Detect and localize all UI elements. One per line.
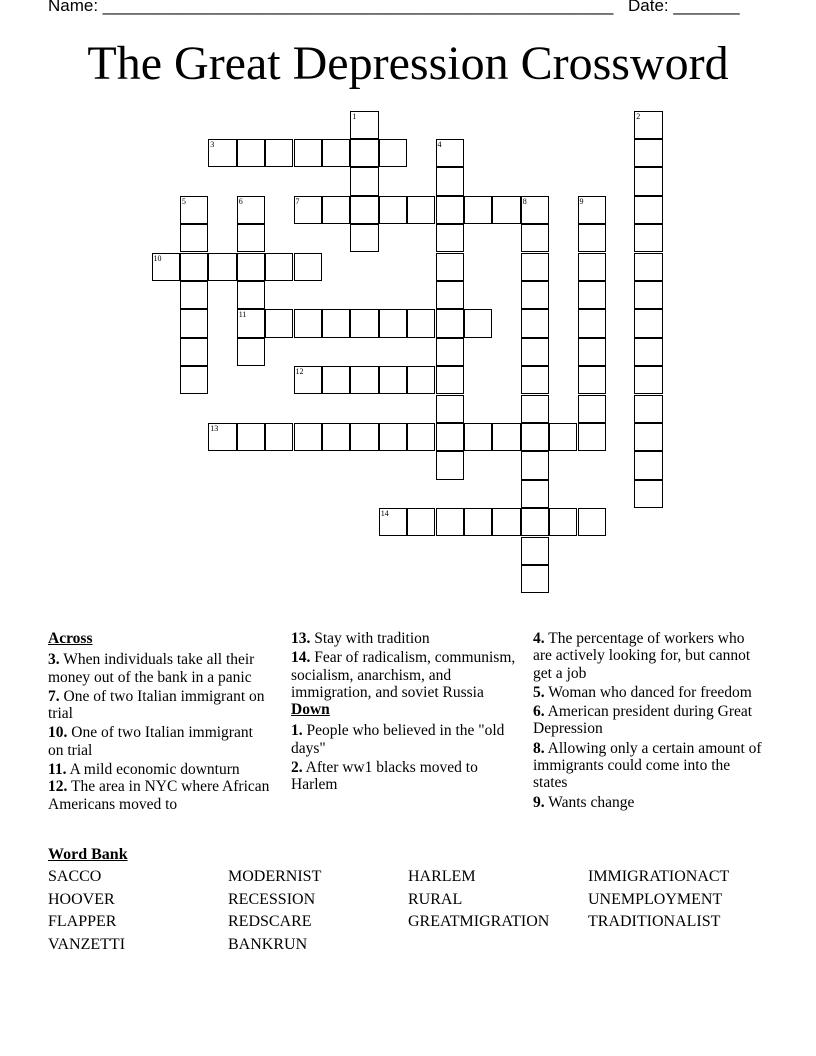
crossword-cell[interactable] xyxy=(634,338,662,366)
crossword-cell[interactable] xyxy=(237,281,265,309)
crossword-cell[interactable] xyxy=(578,253,606,281)
crossword-cell[interactable] xyxy=(578,309,606,337)
clue-down-2 xyxy=(291,759,521,794)
crossword-cell[interactable] xyxy=(294,309,322,337)
crossword-cell[interactable] xyxy=(578,366,606,394)
crossword-cell[interactable] xyxy=(521,366,549,394)
crossword-cell[interactable] xyxy=(492,196,520,224)
crossword-cell[interactable] xyxy=(237,309,265,337)
crossword-cell[interactable] xyxy=(379,309,407,337)
clue-across-13 xyxy=(291,630,521,647)
crossword-cell[interactable] xyxy=(237,253,265,281)
crossword-cell[interactable] xyxy=(464,196,492,224)
clue-text: When individuals take all their money out of the bank in a panic xyxy=(48,651,255,686)
clue-number-label: 8 xyxy=(522,196,527,206)
crossword-cell[interactable] xyxy=(436,253,464,281)
crossword-cell[interactable] xyxy=(464,309,492,337)
clue-down-4 xyxy=(533,630,765,682)
down-heading: Down xyxy=(291,701,330,719)
crossword-cell[interactable] xyxy=(152,253,180,281)
clue-text: One of two Italian immigrant on trial xyxy=(48,687,265,723)
clue-text: American president during Great Depression xyxy=(533,703,753,738)
clue-number-label: 13 xyxy=(210,423,219,433)
clue-across-10 xyxy=(48,724,270,759)
clue-number-label: 2 xyxy=(636,111,641,121)
clue-text: Woman who danced for freedom xyxy=(548,683,752,701)
crossword-cell[interactable] xyxy=(521,423,549,451)
clue-across-14 xyxy=(291,649,521,701)
name-line[interactable]: Name: ______________________________________________________ xyxy=(48,0,614,15)
crossword-cell[interactable] xyxy=(407,423,435,451)
word-bank-item: REDSCARE xyxy=(228,913,312,930)
crossword-cell[interactable] xyxy=(407,366,435,394)
crossword-cell[interactable] xyxy=(521,196,549,224)
clue-number: 6. xyxy=(533,703,545,721)
crossword-cell[interactable] xyxy=(521,338,549,366)
clue-text: Allowing only a certain amount of immigrants could come into the states xyxy=(533,739,762,792)
word-bank xyxy=(48,846,768,953)
crossword-cell[interactable] xyxy=(208,253,236,281)
crossword-cell[interactable] xyxy=(294,253,322,281)
crossword-cell[interactable] xyxy=(436,451,464,479)
clue-number-label: 9 xyxy=(579,196,584,206)
clue-text: Wants change xyxy=(548,793,635,811)
crossword-cell[interactable] xyxy=(578,224,606,252)
crossword-cell[interactable] xyxy=(634,167,662,195)
crossword-cell[interactable] xyxy=(634,366,662,394)
clue-text: The percentage of workers who are actively looking for, but cannot get a job xyxy=(533,630,751,682)
crossword-cell[interactable] xyxy=(436,196,464,224)
crossword-cell[interactable] xyxy=(521,508,549,536)
crossword-cell[interactable] xyxy=(379,508,407,536)
crossword-cell[interactable] xyxy=(436,423,464,451)
crossword-cell[interactable] xyxy=(350,111,378,139)
crossword-cell[interactable] xyxy=(634,111,662,139)
word-bank-item: RECESSION xyxy=(228,890,316,908)
crossword-cell[interactable] xyxy=(265,423,293,451)
crossword-cell[interactable] xyxy=(464,508,492,536)
crossword-cell[interactable] xyxy=(265,139,293,167)
crossword-cell[interactable] xyxy=(350,309,378,337)
clue-number: 11. xyxy=(48,761,67,779)
down-clues-col3 xyxy=(533,630,765,813)
clue-across-11 xyxy=(48,761,270,778)
clue-down-1 xyxy=(291,722,521,757)
clue-number: 8. xyxy=(533,739,545,757)
crossword-cell[interactable] xyxy=(180,196,208,224)
crossword-cell[interactable] xyxy=(578,508,606,536)
crossword-cell[interactable] xyxy=(237,196,265,224)
clue-number: 3. xyxy=(48,651,60,669)
crossword-cell[interactable] xyxy=(407,508,435,536)
crossword-cell[interactable] xyxy=(350,366,378,394)
crossword-cell[interactable] xyxy=(350,196,378,224)
clue-number-label: 1 xyxy=(352,111,357,121)
crossword-cell[interactable] xyxy=(521,309,549,337)
crossword-cell[interactable] xyxy=(407,196,435,224)
clue-number: 10. xyxy=(48,724,68,742)
clue-number-label: 6 xyxy=(238,196,243,206)
crossword-cell[interactable] xyxy=(634,196,662,224)
clue-text: One of two Italian immigrant on trial xyxy=(48,724,253,759)
crossword-cell[interactable] xyxy=(634,423,662,451)
crossword-cell[interactable] xyxy=(521,281,549,309)
clue-number: 13. xyxy=(291,630,311,647)
crossword-cell[interactable] xyxy=(464,423,492,451)
word-bank-item: FLAPPER xyxy=(48,913,117,930)
crossword-cell[interactable] xyxy=(237,338,265,366)
crossword-cell[interactable] xyxy=(436,508,464,536)
crossword-cell[interactable] xyxy=(180,309,208,337)
clue-number: 5. xyxy=(533,683,545,701)
crossword-cell[interactable] xyxy=(180,224,208,252)
crossword-cell[interactable] xyxy=(436,281,464,309)
word-bank-item: HOOVER xyxy=(48,890,115,908)
word-bank-item: HARLEM xyxy=(408,868,476,885)
crossword-cell[interactable] xyxy=(436,309,464,337)
crossword-cell[interactable] xyxy=(436,224,464,252)
crossword-cell[interactable] xyxy=(379,366,407,394)
crossword-cell[interactable] xyxy=(634,395,662,423)
crossword-cell[interactable] xyxy=(294,139,322,167)
crossword-cell[interactable] xyxy=(634,139,662,167)
crossword-cell[interactable] xyxy=(322,139,350,167)
crossword-cell[interactable] xyxy=(350,224,378,252)
word-bank-item: UNEMPLOYMENT xyxy=(588,890,723,908)
clue-across-12 xyxy=(48,778,270,813)
clues-col2 xyxy=(291,630,521,796)
crossword-cell[interactable] xyxy=(265,253,293,281)
crossword-cell[interactable] xyxy=(237,224,265,252)
clue-down-9 xyxy=(533,794,765,811)
crossword-cell[interactable] xyxy=(521,451,549,479)
crossword-cell[interactable] xyxy=(322,423,350,451)
crossword-cell[interactable] xyxy=(578,281,606,309)
crossword-cell[interactable] xyxy=(521,395,549,423)
across-heading: Across xyxy=(48,630,93,647)
crossword-cell[interactable] xyxy=(350,423,378,451)
clue-number-label: 7 xyxy=(295,196,300,206)
clue-number-label: 12 xyxy=(295,367,304,377)
crossword-cell[interactable] xyxy=(634,281,662,309)
crossword-cell[interactable] xyxy=(379,196,407,224)
crossword-cell[interactable] xyxy=(407,309,435,337)
word-bank-item: RURAL xyxy=(408,890,463,908)
crossword-cell[interactable] xyxy=(237,423,265,451)
crossword-cell[interactable] xyxy=(294,196,322,224)
crossword-cell[interactable] xyxy=(578,423,606,451)
clue-number: 4. xyxy=(533,630,545,647)
word-bank-item: TRADITIONALIST xyxy=(588,913,721,930)
crossword-cell[interactable] xyxy=(350,167,378,195)
clue-number-label: 11 xyxy=(238,310,247,320)
crossword-cell[interactable] xyxy=(180,281,208,309)
crossword-cell[interactable] xyxy=(322,196,350,224)
clue-text: The area in NYC where African Americans moved to xyxy=(48,778,270,813)
crossword-cell[interactable] xyxy=(379,139,407,167)
word-bank-heading: Word Bank xyxy=(48,846,128,863)
clue-text: A mild economic downturn xyxy=(69,761,240,779)
clue-number: 12. xyxy=(48,778,68,796)
crossword-cell[interactable] xyxy=(208,423,236,451)
crossword-cell[interactable] xyxy=(322,366,350,394)
crossword-cell[interactable] xyxy=(436,167,464,195)
page-title: The Great Depression Crossword xyxy=(87,37,729,90)
crossword-cell[interactable] xyxy=(180,338,208,366)
clue-number-label: 3 xyxy=(210,139,215,149)
clue-number: 14. xyxy=(291,649,311,667)
clue-number-label: 4 xyxy=(437,139,442,149)
word-bank-item: SACCO xyxy=(48,868,102,885)
clue-down-5 xyxy=(533,684,765,701)
word-bank-item: VANZETTI xyxy=(48,935,126,953)
crossword-cell[interactable] xyxy=(549,508,577,536)
crossword-cell[interactable] xyxy=(578,338,606,366)
crossword-cell[interactable] xyxy=(350,139,378,167)
clue-number-label: 5 xyxy=(181,196,186,206)
word-bank-item: BANKRUN xyxy=(228,935,308,953)
crossword-cell[interactable] xyxy=(208,139,236,167)
crossword-cell[interactable] xyxy=(180,366,208,394)
clue-number-label: 10 xyxy=(153,253,162,263)
crossword-cell[interactable] xyxy=(322,309,350,337)
crossword-cell[interactable] xyxy=(492,508,520,536)
crossword-cell[interactable] xyxy=(180,253,208,281)
crossword-cell[interactable] xyxy=(237,139,265,167)
clue-across-7 xyxy=(48,688,270,723)
clue-number: 9. xyxy=(533,793,545,811)
word-bank-list xyxy=(48,868,768,953)
clue-number: 7. xyxy=(48,687,60,705)
crossword-cell[interactable] xyxy=(436,366,464,394)
crossword-cell[interactable] xyxy=(436,139,464,167)
clue-text: People who believed in the "old days" xyxy=(291,722,505,757)
crossword-cell[interactable] xyxy=(294,366,322,394)
crossword-cell[interactable] xyxy=(634,224,662,252)
crossword-cell[interactable] xyxy=(634,480,662,508)
date-line[interactable]: Date: _______ xyxy=(628,0,740,15)
clue-text: Stay with tradition xyxy=(314,630,430,647)
crossword-cell[interactable] xyxy=(521,480,549,508)
crossword-cell[interactable] xyxy=(634,253,662,281)
crossword-cell[interactable] xyxy=(265,309,293,337)
crossword-cell[interactable] xyxy=(549,423,577,451)
crossword-cell[interactable] xyxy=(521,253,549,281)
crossword-cell[interactable] xyxy=(521,565,549,593)
crossword-cell[interactable] xyxy=(436,395,464,423)
across-clues-col1 xyxy=(48,630,270,815)
clue-across-3 xyxy=(48,651,270,686)
word-bank-item: GREATMIGRATION xyxy=(408,913,550,930)
crossword-cell[interactable] xyxy=(578,196,606,224)
word-bank-item: IMMIGRATIONACT xyxy=(588,868,730,885)
clue-text: After ww1 blacks moved to Harlem xyxy=(291,759,478,794)
clue-text: Fear of radicalism, communism, socialism, anarchism, and immigration, and soviet Russia xyxy=(291,649,516,701)
word-bank-item: MODERNIST xyxy=(228,868,322,885)
crossword-cell[interactable] xyxy=(379,423,407,451)
crossword-cell[interactable] xyxy=(294,423,322,451)
crossword-cell[interactable] xyxy=(634,451,662,479)
clue-number-label: 14 xyxy=(380,509,389,519)
clue-number: 2. xyxy=(291,759,303,777)
clue-down-6 xyxy=(533,703,765,738)
crossword-cell[interactable] xyxy=(521,537,549,565)
crossword-cell[interactable] xyxy=(492,423,520,451)
clue-number: 1. xyxy=(291,722,303,740)
crossword-cell[interactable] xyxy=(578,395,606,423)
crossword-cell[interactable] xyxy=(436,338,464,366)
crossword-cell[interactable] xyxy=(521,224,549,252)
clue-down-8 xyxy=(533,740,765,792)
crossword-cell[interactable] xyxy=(634,309,662,337)
